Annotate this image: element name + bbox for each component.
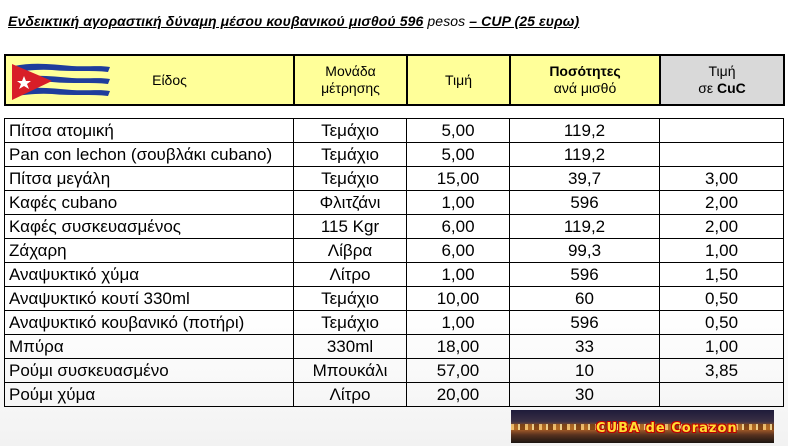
cell-quantity: 60 xyxy=(510,287,660,311)
cell-price: 57,00 xyxy=(407,359,510,383)
cell-unit: Μπουκάλι xyxy=(294,359,407,383)
cell-quantity: 596 xyxy=(510,263,660,287)
cell-unit: 330ml xyxy=(294,335,407,359)
title-suffix: – CUP (25 ευρω) xyxy=(469,13,580,29)
cell-cuc-price xyxy=(660,383,784,407)
cell-quantity: 10 xyxy=(510,359,660,383)
cell-price: 1,00 xyxy=(407,191,510,215)
cell-item: Ρούμι χύμα xyxy=(5,383,294,407)
cell-price: 20,00 xyxy=(407,383,510,407)
cell-item: Pan con lechon (σουβλάκι cubano) xyxy=(5,143,294,167)
table-row xyxy=(5,359,784,383)
cell-cuc-price: 1,00 xyxy=(660,239,784,263)
cuba-banner xyxy=(511,410,774,443)
cell-quantity: 119,2 xyxy=(510,143,660,167)
cell-price: 18,00 xyxy=(407,335,510,359)
cell-cuc-price xyxy=(660,143,784,167)
table-row xyxy=(5,287,784,311)
cell-cuc-price xyxy=(660,119,784,143)
cell-quantity: 119,2 xyxy=(510,215,660,239)
page-title xyxy=(8,13,778,29)
cell-unit: Φλιτζάνι xyxy=(294,191,407,215)
cell-price: 1,00 xyxy=(407,311,510,335)
cell-unit: 115 Kgr xyxy=(294,215,407,239)
table-row xyxy=(5,263,784,287)
table-row xyxy=(5,167,784,191)
cell-item: Πίτσα μεγάλη xyxy=(5,167,294,191)
cell-item: Καφές cubano xyxy=(5,191,294,215)
table-row xyxy=(5,239,784,263)
header-quantity xyxy=(510,55,660,105)
table-row xyxy=(5,119,784,143)
table-row xyxy=(5,143,784,167)
cell-unit: Τεμάχιο xyxy=(294,167,407,191)
cell-cuc-price: 1,50 xyxy=(660,263,784,287)
cell-price: 5,00 xyxy=(407,119,510,143)
cell-quantity: 33 xyxy=(510,335,660,359)
cell-unit: Λίτρο xyxy=(294,383,407,407)
cell-cuc-price: 1,00 xyxy=(660,335,784,359)
cell-item: Ζάχαρη xyxy=(5,239,294,263)
title-main: Ενδεικτική αγοραστική δύναμη μέσου κουβανικού μισθού 596 xyxy=(8,13,424,29)
cell-cuc-price: 0,50 xyxy=(660,287,784,311)
cell-item: Αναψυκτικό κουτί 330ml xyxy=(5,287,294,311)
cell-price: 6,00 xyxy=(407,239,510,263)
cell-unit: Τεμάχιο xyxy=(294,311,407,335)
cell-quantity: 596 xyxy=(510,191,660,215)
cell-item: Μπύρα xyxy=(5,335,294,359)
cell-unit: Τεμάχιο xyxy=(294,119,407,143)
cell-cuc-price: 2,00 xyxy=(660,191,784,215)
cell-quantity: 39,7 xyxy=(510,167,660,191)
header-cuc-unit: CuC xyxy=(717,80,746,96)
table-row xyxy=(5,335,784,359)
cell-unit: Τεμάχιο xyxy=(294,287,407,311)
table-row xyxy=(5,383,784,407)
table-row xyxy=(5,311,784,335)
cell-price: 10,00 xyxy=(407,287,510,311)
cell-price: 6,00 xyxy=(407,215,510,239)
title-currency: pesos xyxy=(427,13,466,29)
price-table xyxy=(4,118,784,407)
cell-item: Αναψυκτικό κουβανικό (ποτήρι) xyxy=(5,311,294,335)
cell-item: Ρούμι συσκευασμένο xyxy=(5,359,294,383)
cell-item: Πίτσα ατομική xyxy=(5,119,294,143)
header-quantity-line1: Ποσότητες xyxy=(549,63,621,79)
header-cuc-prefix: σε xyxy=(698,80,717,96)
cell-cuc-price: 3,85 xyxy=(660,359,784,383)
cell-cuc-price: 2,00 xyxy=(660,215,784,239)
table-row xyxy=(5,215,784,239)
cell-cuc-price: 3,00 xyxy=(660,167,784,191)
header-unit: Μονάδα μέτρησης xyxy=(294,55,407,105)
header-cuc-line1: Τιμή xyxy=(708,63,736,79)
cell-price: 15,00 xyxy=(407,167,510,191)
table-header xyxy=(4,54,785,106)
cell-unit: Λίτρο xyxy=(294,263,407,287)
cell-unit: Λίβρα xyxy=(294,239,407,263)
cell-quantity: 596 xyxy=(510,311,660,335)
cell-quantity: 119,2 xyxy=(510,119,660,143)
header-cuc-price xyxy=(660,55,784,105)
table-row xyxy=(5,191,784,215)
cell-item: Αναψυκτικό χύμα xyxy=(5,263,294,287)
cell-item: Καφές συσκευασμένος xyxy=(5,215,294,239)
header-item xyxy=(5,55,294,105)
cuban-flag-icon xyxy=(12,62,112,102)
cell-unit: Τεμάχιο xyxy=(294,143,407,167)
banner-text: CUBA de Corazon xyxy=(596,421,738,436)
header-item-label: Είδος xyxy=(152,71,187,88)
cell-cuc-price: 0,50 xyxy=(660,311,784,335)
cell-quantity: 30 xyxy=(510,383,660,407)
cell-price: 1,00 xyxy=(407,263,510,287)
header-price: Τιμή xyxy=(407,55,510,105)
cell-quantity: 99,3 xyxy=(510,239,660,263)
header-quantity-line2: ανά μισθό xyxy=(553,80,617,96)
cell-price: 5,00 xyxy=(407,143,510,167)
